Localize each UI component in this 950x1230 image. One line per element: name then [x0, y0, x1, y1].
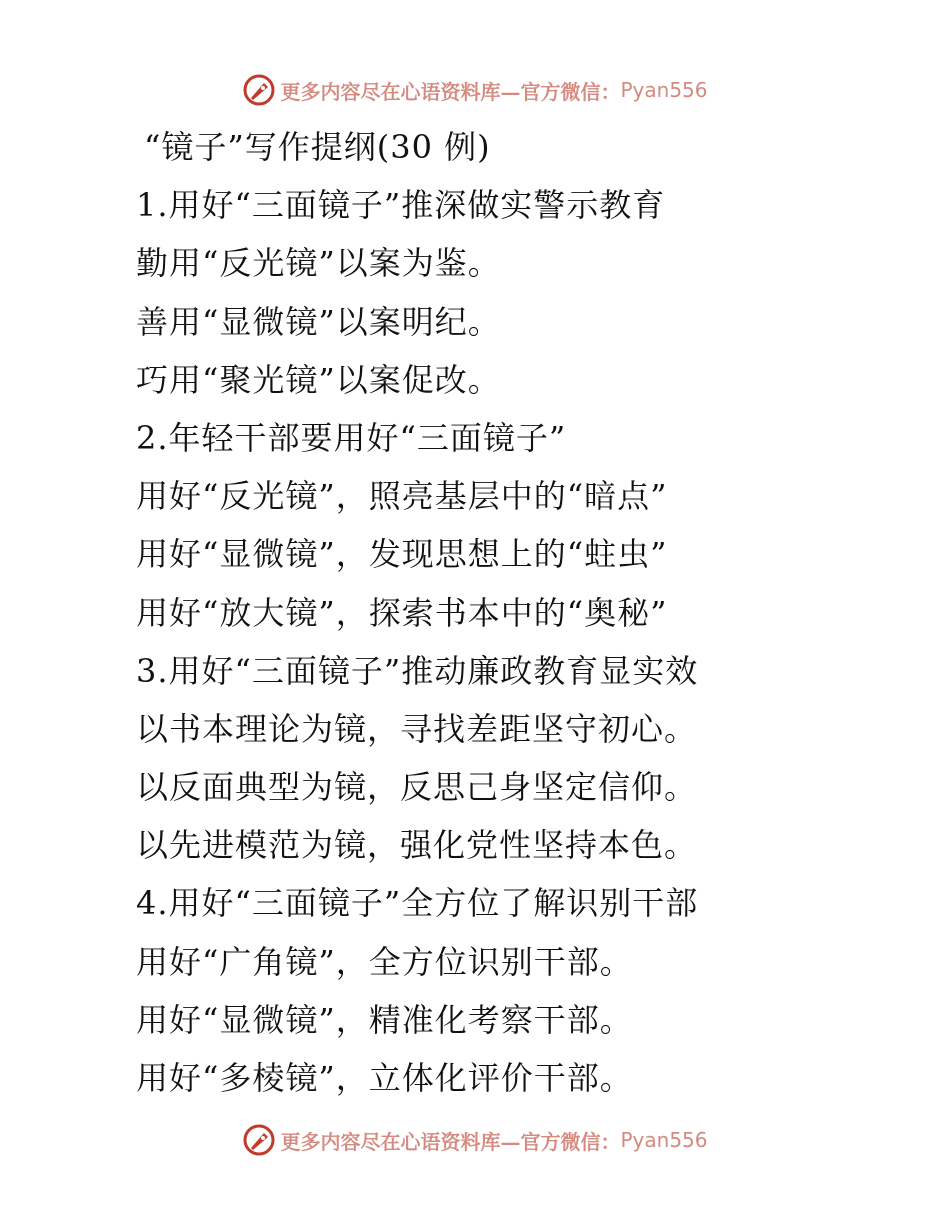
pen-nib-icon — [242, 1123, 276, 1157]
section-heading: 4.用好“三面镜子”全方位了解识别干部 — [136, 884, 699, 923]
document-body — [136, 118, 926, 1107]
watermark-text: 更多内容尽在心语资料库—官方微信： — [280, 1129, 621, 1154]
text-line: 巧用“聚光镜”以案促改。 — [136, 360, 501, 399]
watermark-contact: Pyan556 — [620, 78, 708, 102]
pen-nib-icon — [242, 73, 276, 107]
text-line: 用好“反光镜”，照亮基层中的“暗点” — [136, 477, 668, 516]
text-line: 以先进模范为镜，强化党性坚持本色。 — [136, 826, 698, 865]
document-title: “镜子”写作提纲(30 例) — [144, 128, 491, 166]
text-line: 以书本理论为镜，寻找差距坚守初心。 — [136, 709, 698, 748]
text-line: 用好“广角镜”，全方位识别干部。 — [136, 942, 633, 981]
section-heading: 3.用好“三面镜子”推动廉政教育显实效 — [136, 651, 699, 690]
text-line: 勤用“反光镜”以案为鉴。 — [136, 244, 501, 283]
watermark-contact: Pyan556 — [620, 1128, 708, 1152]
section-heading: 2.年轻干部要用好“三面镜子” — [136, 418, 567, 457]
watermark-header — [0, 70, 950, 110]
section-heading: 1.用好“三面镜子”推深做实警示教育 — [136, 186, 666, 225]
watermark-text: 更多内容尽在心语资料库—官方微信： — [280, 79, 621, 104]
watermark-footer — [0, 1120, 950, 1160]
text-line: 用好“显微镜”，发现思想上的“蛀虫” — [136, 535, 668, 574]
text-line: 善用“显微镜”以案明纪。 — [136, 302, 501, 341]
text-line: 用好“显微镜”，精准化考察干部。 — [136, 1000, 633, 1039]
text-line: 用好“放大镜”，探索书本中的“奥秘” — [136, 593, 668, 632]
text-line: 用好“多棱镜”，立体化评价干部。 — [136, 1059, 633, 1097]
text-line: 以反面典型为镜，反思己身坚定信仰。 — [136, 768, 698, 807]
